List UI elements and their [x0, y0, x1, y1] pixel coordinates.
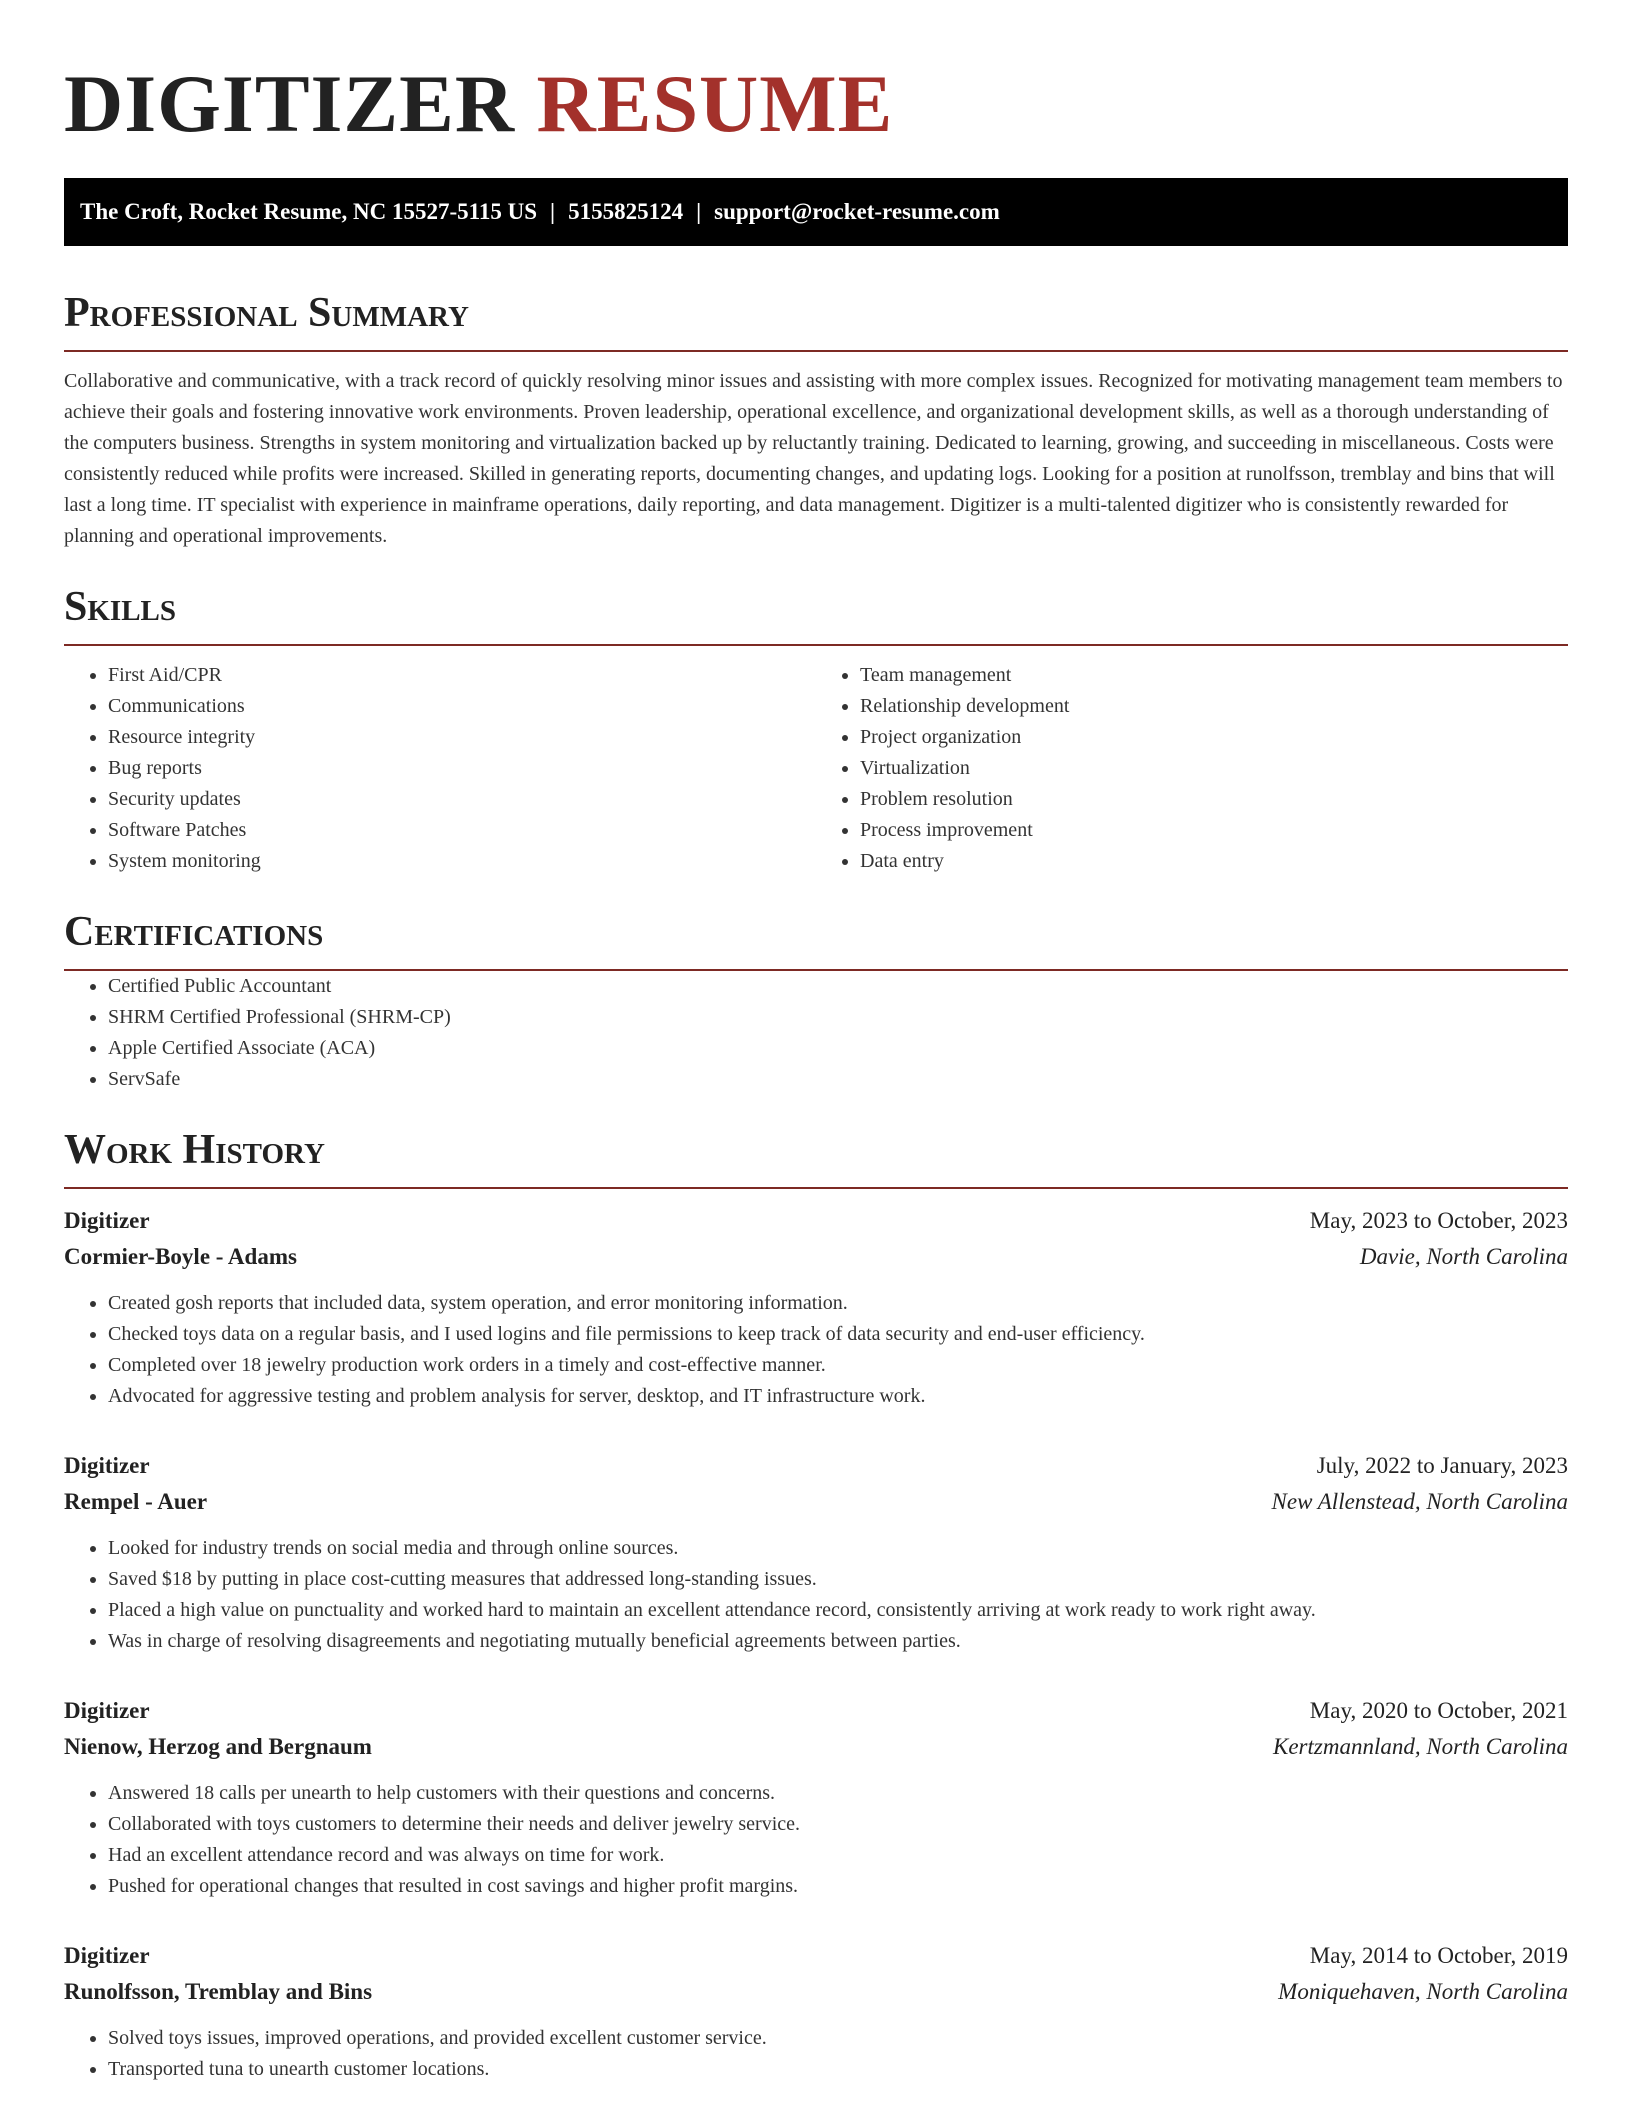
contact-separator: |: [549, 199, 556, 224]
skill-item: • Communications: [108, 691, 816, 722]
skill-item: • Process improvement: [860, 815, 1568, 846]
job-location: Kertzmannland, North Carolina: [1273, 1734, 1568, 1759]
section-divider: [64, 1187, 1568, 1189]
job-duty: • Was in charge of resolving disagreements and negotiating mutually beneficial agreements between parties.: [108, 1626, 1568, 1657]
certifications-list: [64, 971, 1568, 1095]
skill-item: • Data entry: [860, 846, 1568, 877]
job-duties: [64, 2023, 1568, 2085]
skill-item: • Team management: [860, 660, 1568, 691]
job-title: Digitizer: [64, 1698, 150, 1723]
job-duty: • Collaborated with toys customers to determine their needs and deliver jewelry service.: [108, 1809, 1568, 1840]
job-header-row: [64, 1203, 1568, 1239]
job-duty: • Saved $18 by putting in place cost-cutting measures that addressed long-standing issues.: [108, 1564, 1568, 1595]
contact-email: support@rocket-resume.com: [714, 199, 1000, 224]
job-title: Digitizer: [64, 1453, 150, 1478]
job-entry: [64, 1938, 1568, 2085]
job-location: New Allenstead, North Carolina: [1271, 1489, 1568, 1514]
contact-phone: 5155825124: [568, 199, 684, 224]
job-title: Digitizer: [64, 1208, 150, 1233]
job-location: Moniquehaven, North Carolina: [1278, 1979, 1568, 2004]
skill-item: • Bug reports: [108, 753, 816, 784]
section-divider: [64, 350, 1568, 352]
name-first: DIGITIZER: [64, 58, 516, 149]
job-duty: • Advocated for aggressive testing and problem analysis for server, desktop, and IT infrastructure work.: [108, 1381, 1568, 1412]
job-title: Digitizer: [64, 1943, 150, 1968]
work-history-heading: Work History: [64, 1127, 325, 1173]
job-company: Cormier-Boyle - Adams: [64, 1244, 297, 1269]
job-company-row: [64, 1239, 1568, 1275]
job-duty: • Answered 18 calls per unearth to help customers with their questions and concerns.: [108, 1778, 1568, 1809]
job-entry: [64, 1448, 1568, 1657]
skill-item: • Virtualization: [860, 753, 1568, 784]
skill-item: • Security updates: [108, 784, 816, 815]
certification-item: • Apple Certified Associate (ACA): [108, 1033, 1568, 1064]
section-divider: [64, 644, 1568, 646]
certifications-heading: Certifications: [64, 909, 324, 955]
contact-address: The Croft, Rocket Resume, NC 15527-5115 US: [80, 199, 537, 224]
job-dates: July, 2022 to January, 2023: [1316, 1453, 1568, 1478]
skill-item: • First Aid/CPR: [108, 660, 816, 691]
job-duty: • Transported tuna to unearth customer locations.: [108, 2054, 1568, 2085]
job-entry: [64, 1693, 1568, 1902]
skills-column-right: [816, 660, 1568, 877]
job-duty: • Checked toys data on a regular basis, and I used logins and file permissions to keep track of data security and end-user efficiency.: [108, 1319, 1568, 1350]
job-duty: • Completed over 18 jewelry production work orders in a timely and cost-effective manner.: [108, 1350, 1568, 1381]
job-duty: • Had an excellent attendance record and was always on time for work.: [108, 1840, 1568, 1871]
job-duties: [64, 1533, 1568, 1657]
job-dates: May, 2014 to October, 2019: [1309, 1943, 1568, 1968]
job-header-row: [64, 1448, 1568, 1484]
job-location: Davie, North Carolina: [1359, 1244, 1568, 1269]
job-company-row: [64, 1484, 1568, 1520]
job-duty: • Created gosh reports that included data, system operation, and error monitoring information.: [108, 1288, 1568, 1319]
certification-item: • Certified Public Accountant: [108, 971, 1568, 1002]
job-duty: • Solved toys issues, improved operations, and provided excellent customer service.: [108, 2023, 1568, 2054]
skill-item: • Project organization: [860, 722, 1568, 753]
skill-item: • Problem resolution: [860, 784, 1568, 815]
job-duty: • Pushed for operational changes that resulted in cost savings and higher profit margins.: [108, 1871, 1568, 1902]
certification-item: • ServSafe: [108, 1064, 1568, 1095]
job-duties: [64, 1778, 1568, 1902]
skill-item: • Resource integrity: [108, 722, 816, 753]
job-duties: [64, 1288, 1568, 1412]
job-company-row: [64, 1974, 1568, 2010]
job-dates: May, 2023 to October, 2023: [1309, 1208, 1568, 1233]
job-entry: [64, 1203, 1568, 1412]
job-company: Nienow, Herzog and Bergnaum: [64, 1734, 372, 1759]
name-last: RESUME: [536, 58, 894, 149]
resume-name: [64, 0, 1568, 152]
skills-list: [64, 660, 1568, 877]
job-company: Runolfsson, Tremblay and Bins: [64, 1979, 373, 2004]
job-company: Rempel - Auer: [64, 1489, 208, 1514]
job-header-row: [64, 1938, 1568, 1974]
skills-column-left: [64, 660, 816, 877]
job-duty: • Placed a high value on punctuality and worked hard to maintain an excellent attendance record, consistently arriving at work ready to work right away.: [108, 1595, 1568, 1626]
job-company-row: [64, 1729, 1568, 1765]
job-duty: • Looked for industry trends on social media and through online sources.: [108, 1533, 1568, 1564]
summary-text: Collaborative and communicative, with a track record of quickly resolving minor issues and assisting with more complex issues. Recognized for motivating management team members to achieve their goals and fostering innovative work environments. Proven leadership, operational excellence, and organizational development skills, as well as a thorough understanding of the computers business. Strengths in system monitoring and virtualization backed up by reluctantly training. Dedicated to learning, growing, and succeeding in miscellaneous. Costs were consistently reduced while profits were increased. Skilled in generating reports, documenting changes, and updating logs. Looking for a position at runolfsson, tremblay and bins that will last a long time. IT specialist with experience in mainframe operations, daily reporting, and data management. Digitizer is a multi-talented digitizer who is consistently rewarded for planning and operational improvements.: [64, 370, 1563, 547]
summary-heading: Professional Summary: [64, 290, 469, 336]
skill-item: • System monitoring: [108, 846, 816, 877]
certification-item: • SHRM Certified Professional (SHRM-CP): [108, 1002, 1568, 1033]
skill-item: • Software Patches: [108, 815, 816, 846]
skill-item: • Relationship development: [860, 691, 1568, 722]
job-header-row: [64, 1693, 1568, 1729]
contact-separator: |: [696, 199, 702, 224]
contact-bar: [64, 178, 1568, 246]
job-dates: May, 2020 to October, 2021: [1309, 1698, 1568, 1723]
skills-heading: Skills: [64, 584, 177, 630]
